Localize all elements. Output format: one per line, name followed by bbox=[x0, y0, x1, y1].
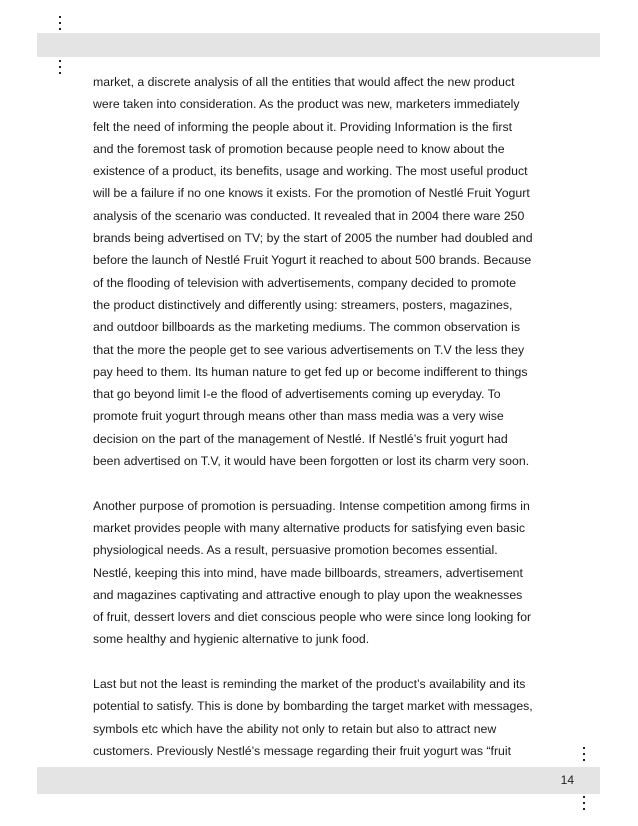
text-line: been advertised on T.V, it would have been forgotten or lost its charm very soon. bbox=[93, 454, 530, 469]
text-line: analysis of the scenario was conducted. It revealed that in 2004 there ware 250 bbox=[93, 208, 525, 223]
paragraph bbox=[93, 71, 553, 472]
text-line: customers. Previously Nestlé’s message regarding their fruit yogurt was “fruit bbox=[93, 743, 512, 758]
paragraph bbox=[93, 673, 553, 762]
top-left-dots-lower bbox=[59, 60, 62, 78]
bottom-right-dots-upper bbox=[583, 747, 586, 765]
paragraph-spacer bbox=[93, 472, 553, 494]
text-line: of fruit, dessert lovers and diet conscious people who were since long looking for bbox=[93, 610, 532, 625]
header-band bbox=[37, 33, 600, 57]
paragraph bbox=[93, 495, 553, 651]
text-line: will be a failure if no one knows it exists. For the promotion of Nestlé Fruit Yogurt bbox=[93, 186, 530, 201]
text-line: the product distinctively and differently using: streamers, posters, magazines, bbox=[93, 297, 513, 312]
footer-band bbox=[37, 767, 600, 794]
text-line: some healthy and hygienic alternative to junk food. bbox=[93, 632, 370, 647]
text-line: physiological needs. As a result, persuasive promotion becomes essential. bbox=[93, 543, 498, 558]
text-line: were taken into consideration. As the product was new, marketers immediately bbox=[93, 97, 520, 112]
text-line: promote fruit yogurt through means other than mass media was a very wise bbox=[93, 409, 504, 424]
text-line: pay heed to them. Its human nature to get fed up or become indifferent to things bbox=[93, 364, 528, 379]
text-line: and outdoor billboards as the marketing mediums. The common observation is bbox=[93, 320, 520, 335]
text-line: and magazines captivating and attractive enough to play upon the weaknesses bbox=[93, 587, 523, 602]
text-line: and the foremost task of promotion because people need to know about the bbox=[93, 141, 505, 156]
text-line: symbols etc which have the ability not only to retain but also to attract new bbox=[93, 721, 497, 736]
text-line: that the more the people get to see various advertisements on T.V the less they bbox=[93, 342, 525, 357]
text-line: potential to satisfy. This is done by bombarding the target market with messages, bbox=[93, 699, 533, 714]
text-line: felt the need of informing the people about it. Providing Information is the first bbox=[93, 119, 513, 134]
document-body bbox=[93, 71, 553, 762]
text-line: Last but not the least is reminding the market of the product’s availability and its bbox=[93, 677, 526, 692]
top-left-dots-upper bbox=[59, 16, 62, 34]
text-line: brands being advertised on TV; by the start of 2005 the number had doubled and bbox=[93, 231, 533, 246]
text-line: decision on the part of the management of Nestlé. If Nestlé’s fruit yogurt had bbox=[93, 431, 508, 446]
bottom-right-dots-lower bbox=[583, 796, 586, 814]
text-line: Another purpose of promotion is persuading. Intense competition among firms in bbox=[93, 498, 530, 513]
page-number: 14 bbox=[560, 773, 574, 787]
text-line: market provides people with many alternative products for satisfying even basic bbox=[93, 520, 525, 535]
text-line: that go beyond limit I-e the flood of advertisements coming up everyday. To bbox=[93, 387, 501, 402]
text-line: before the launch of Nestlé Fruit Yogurt it reached to about 500 brands. Because bbox=[93, 253, 532, 268]
text-line: Nestlé, keeping this into mind, have made billboards, streamers, advertisement bbox=[93, 565, 523, 580]
paragraph-spacer bbox=[93, 651, 553, 673]
text-line: market, a discrete analysis of all the entities that would affect the new product bbox=[93, 75, 515, 89]
text-line: existence of a product, its benefits, usage and working. The most useful product bbox=[93, 164, 528, 179]
text-line: of the flooding of television with advertisements, company decided to promote bbox=[93, 275, 517, 290]
